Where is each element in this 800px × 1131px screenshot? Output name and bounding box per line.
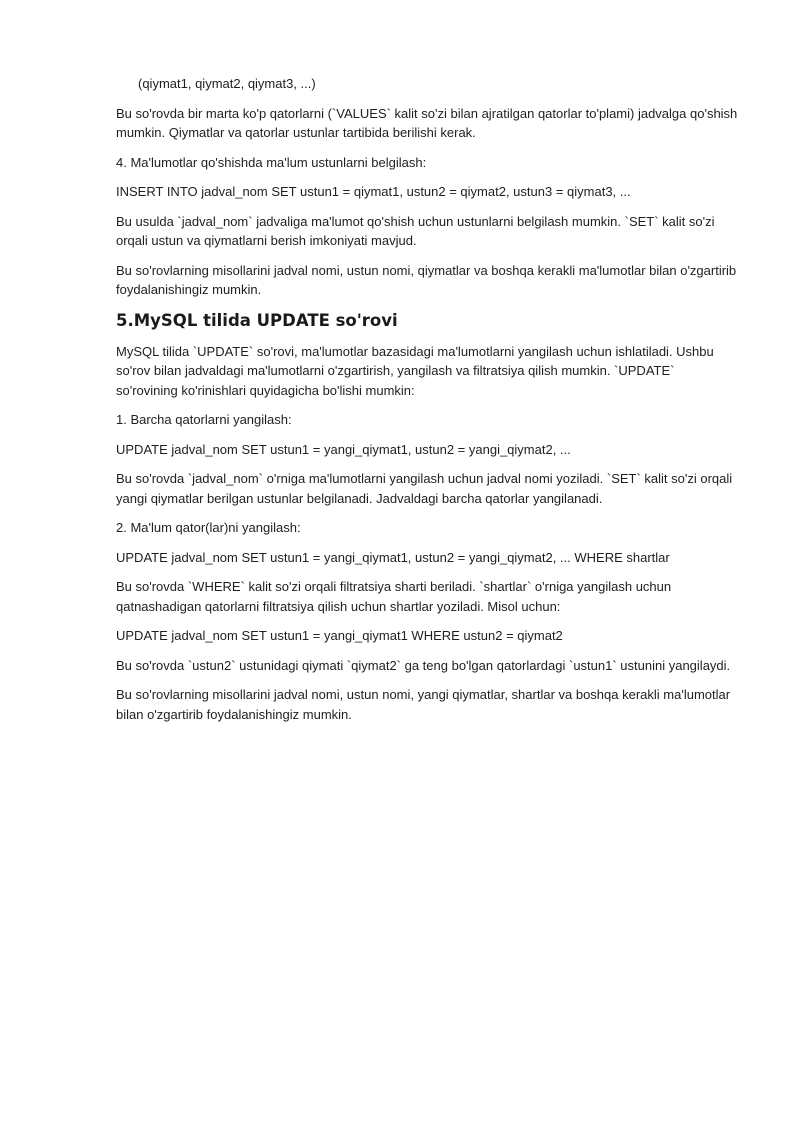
paragraph: MySQL tilida `UPDATE` so'rovi, ma'lumotlar bazasidagi ma'lumotlarni yangilash uchun ishlatiladi. Ushbu so'rov bilan jadvaldagi ma'lumotlarni o'zgartirish, yangilash va filtratsiya qilish mumkin. `UPDATE` so'rovining ko'rinishlari quyidagicha bo'lishi mumkin: bbox=[116, 343, 714, 398]
section-heading: 5.MySQL tilida UPDATE so'rovi bbox=[116, 310, 398, 330]
paragraph: Bu so'rovda `jadval_nom` o'rniga ma'lumotlarni yangilash uchun jadval nomi yoziladi. `SET` kalit so'zi orqali yangi qiymatlar berilgan ustunlar belgilanadi. Jadvaldagi barcha qatorlar yangilanadi. bbox=[116, 471, 733, 506]
values-syntax-line: (qiymat1, qiymat2, qiymat3, ...) bbox=[138, 76, 316, 91]
paragraph: Bu so'rovda `WHERE` kalit so'zi orqali filtratsiya sharti beriladi. `shartlar` o'rniga yangilash uchun qatnashadigan qatorlarni filtratsiya qilish uchun shartlar yoziladi. Misol uchun: bbox=[116, 579, 672, 614]
code-line: UPDATE jadval_nom SET ustun1 = yangi_qiymat1 WHERE ustun2 = qiymat2 bbox=[116, 628, 563, 643]
paragraph: Bu so'rovda bir marta ko'p qatorlarni (`VALUES` kalit so'zi bilan ajratilgan qatorlar to'plami) jadvalga qo'shish mumkin. Qiymatlar va qatorlar ustunlar tartibida berilishi kerak. bbox=[116, 105, 738, 140]
code-line: UPDATE jadval_nom SET ustun1 = yangi_qiymat1, ustun2 = yangi_qiymat2, ... WHERE shartlar bbox=[116, 549, 670, 565]
paragraph: Bu so'rovlarning misollarini jadval nomi, ustun nomi, yangi qiymatlar, shartlar va boshqa kerakli ma'lumotlar bilan o'zgartirib foydalanishingiz mumkin. bbox=[116, 687, 731, 722]
list-item: 1. Barcha qatorlarni yangilash: bbox=[116, 412, 292, 427]
code-line: UPDATE jadval_nom SET ustun1 = yangi_qiymat1, ustun2 = yangi_qiymat2, ... bbox=[116, 441, 571, 457]
paragraph: Bu so'rovda `ustun2` ustunidagi qiymati `qiymat2` ga teng bo'lgan qatorlardagi `ustun1` ustunini yangilaydi. bbox=[116, 657, 731, 673]
code-line: INSERT INTO jadval_nom SET ustun1 = qiymat1, ustun2 = qiymat2, ustun3 = qiymat3, ... bbox=[116, 184, 631, 199]
paragraph: Bu usulda `jadval_nom` jadvaliga ma'lumot qo'shish uchun ustunlarni belgilash mumkin. `SET` kalit so'zi orqali ustun va qiymatlarni berish imkoniyati mavjud. bbox=[116, 213, 715, 248]
document-body bbox=[116, 74, 738, 734]
list-item: 4. Ma'lumotlar qo'shishda ma'lum ustunlarni belgilash: bbox=[116, 154, 427, 170]
list-item: 2. Ma'lum qator(lar)ni yangilash: bbox=[116, 520, 301, 535]
paragraph: Bu so'rovlarning misollarini jadval nomi, ustun nomi, qiymatlar va boshqa kerakli ma'lumotlar bilan o'zgartirib foydalanishingiz mumkin. bbox=[116, 262, 737, 297]
